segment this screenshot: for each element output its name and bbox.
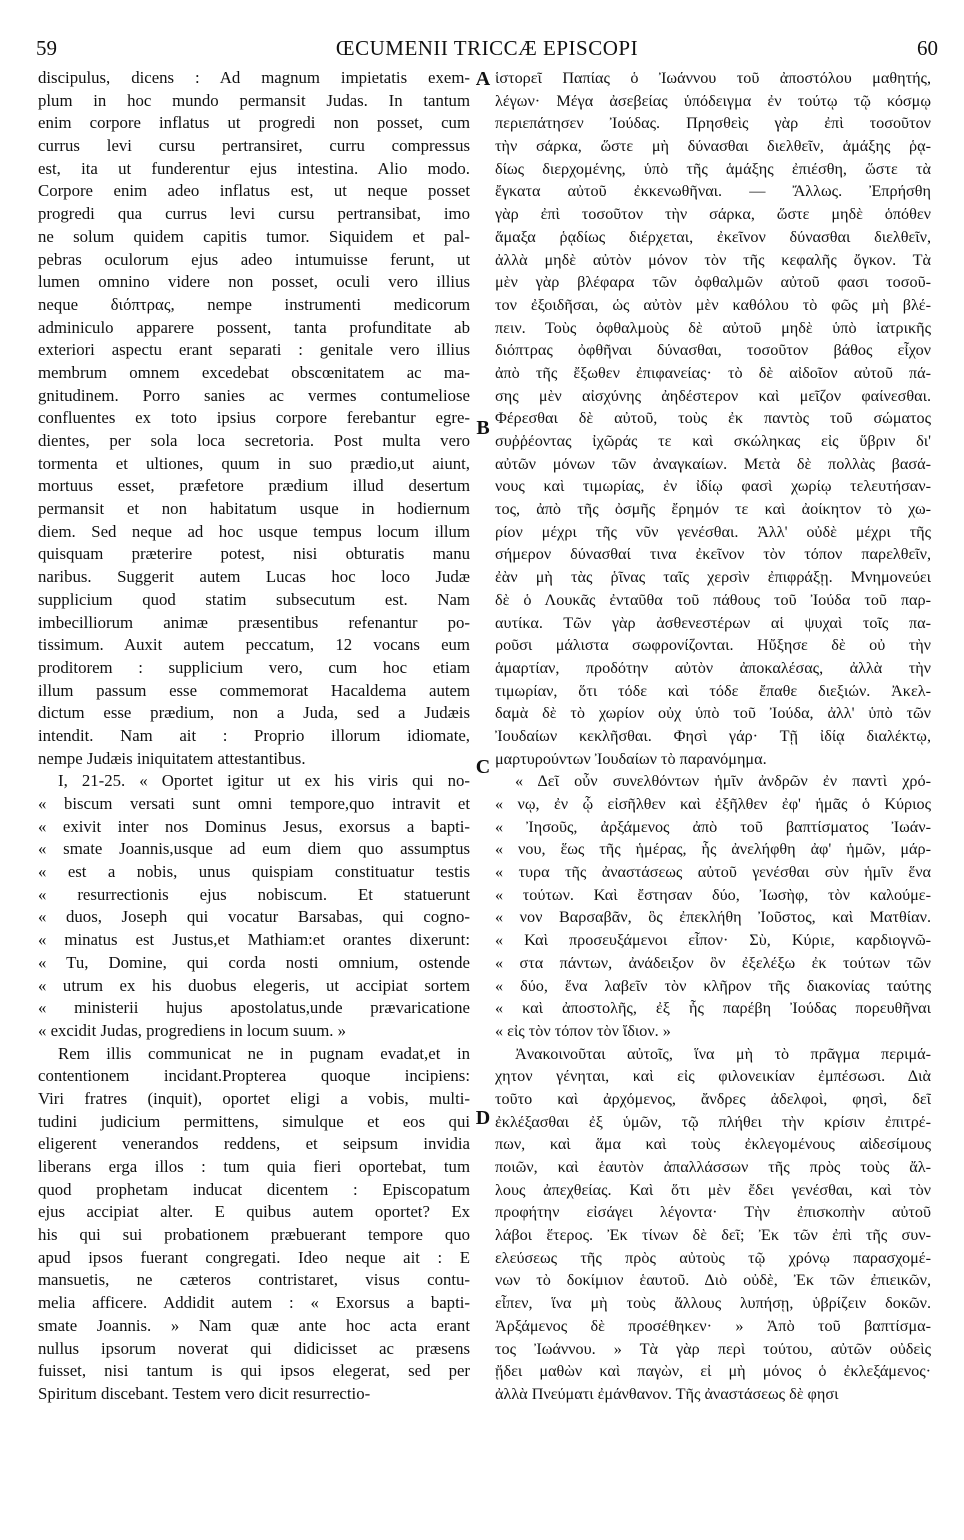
latin-text-line: « Tu, Domine, qui corda nosti omnium, ostende xyxy=(38,952,470,972)
latin-text-line: mortuus esset, præfetore prædium illud desertum xyxy=(38,476,470,496)
latin-text-line: naribus. Suggerit autem Lucas hoc loco Judæ xyxy=(38,567,470,587)
greek-text-line: τον ἐξοιδῆσαι, ὡς αὐτὸν μὲν καθόλου τὸ φῶς μὴ βλέ- xyxy=(495,295,931,314)
latin-text-line: gnitudinem. Porro sanies ac vermes contumeliose xyxy=(38,385,470,405)
greek-text-line: λάβοι ἕτερος. Ἐκ τίνων δὲ δεῖ; Ἐκ τῶν ἐπὶ τῆς συν- xyxy=(495,1226,931,1245)
greek-text-line: τιμωρίαν, ὅτι τόδε καὶ τόδε ἔπαθε διεξιών. Ἀκελ- xyxy=(495,681,931,700)
latin-column xyxy=(38,67,470,1406)
greek-text-line: σης μὲν αἰσχύνης ἀηδέστερον καὶ μεῖζον φαίνεσθαι. xyxy=(495,386,931,405)
greek-text-line: « τυρα τῆς ἀναστάσεως αὐτοῦ γενέσθαι σὺν ἡμῖν ἕνα xyxy=(495,863,931,882)
latin-text-line: imbecilliorum animæ præsentibus refenantur po- xyxy=(38,612,470,632)
running-header xyxy=(36,34,938,62)
greek-text-line: « νῳ, ἐν ᾧ εἰσῆλθεν καὶ ἐξῆλθεν ἐφ' ἡμᾶς ὁ Κύριος xyxy=(495,795,931,813)
greek-text-line: « νον Βαρσαβᾶν, ὃς ἐπεκλήθη Ἰοῦστος, καὶ Ματθίαν. xyxy=(495,908,931,927)
latin-text-line: apud ipsos fuerant congregati. Ideo neque ait : E xyxy=(38,1247,470,1267)
greek-text-line: ἀπὸ τῆς ἔξωθεν ἐπιφανείας· τὸ δὲ αἰδοῖον αὐτοῦ πά- xyxy=(495,363,931,382)
greek-text-line: δὲ ὁ Λουκᾶς ἐνταῦθα τοῦ πάθους τοῦ Ἰούδα τοῦ παρ- xyxy=(495,590,931,609)
latin-text-line: dictum esse prædium, non a Juda, sed a Judæis xyxy=(38,703,470,723)
page-number-left: 59 xyxy=(36,36,57,60)
greek-text-line: ἔγκατα αὐτοῦ ἐκκενωθῆναι. — Ἄλλως. Ἐπρήσθη xyxy=(495,182,931,201)
greek-text-line: « Καὶ προσευξάμενοι εἶπον· Σὺ, Κύριε, καρδιογνῶ- xyxy=(495,931,931,950)
latin-text-line: nempe Judæis iniquitatem attestantibus. xyxy=(38,748,306,768)
greek-text-line: περιεπάτησεν Ἰούδας. Πρησθεὶς γὰρ ἐπὶ τοσοῦτον xyxy=(495,114,931,133)
greek-text-line: εἶπεν, ἵνα μὴ τοὺς ἄλλους λυπήσῃ, ὑβρίζειν δοκῶν. xyxy=(495,1294,931,1313)
latin-text-line: Spiritum discebant. Testem vero dicit resurrectio- xyxy=(38,1383,371,1403)
greek-text-line: δίως διερχομένης, ὑπὸ τῆς ἁμάξης ἐπιέσθη, ὥστε τὰ xyxy=(495,159,931,178)
latin-text-line: tudini judicium permittens, simulque et eos qui xyxy=(38,1111,470,1131)
running-title: ŒCUMENII TRICCÆ EPISCOPI xyxy=(335,36,639,60)
latin-text-line: « utrum ex his duobus elegeris, ut accipiat sortem xyxy=(38,975,470,995)
greek-text-line: νους καὶ τιμωρίας, ἐν ἰδίῳ φασὶ χωρίῳ τελευτήσαν- xyxy=(495,477,931,496)
latin-text-line: pebras oculorum ejus adeo intumuisse ferunt, ut xyxy=(38,249,470,269)
latin-text-line: tormenta et ultiones, quum in suo prædio,ut aiunt, xyxy=(38,453,470,473)
greek-text-line: γὰρ ἐπὶ τοσοῦτον τὴν σάρκα, ὥστε μηδὲ ὁπόθεν xyxy=(495,205,931,224)
greek-text-line: μὲν γὰρ βλέφαρα τῶν ὀφθαλμῶν αὐτοῦ φασι τοσοῦ- xyxy=(495,273,931,292)
greek-text-line: ἐὰν μὴ τὰς ῥῖνας ταῖς χερσὶν ἐπιφράξῃ. Μνημονεύει xyxy=(495,568,931,587)
latin-text-line: eligerent venerandos reddens, et seipsum invidia xyxy=(38,1134,470,1154)
greek-text-line: « Ἰησοῦς, ἀρξάμενος ἀπὸ τοῦ βαπτίσματος Ἰωάν- xyxy=(495,817,931,836)
greek-text-line: Φέρεσθαι δὲ αὐτοῦ, τοὺς ἐκ παντὸς τοῦ σώματος xyxy=(495,409,931,428)
greek-text-line: ρίον μέχρι τῆς νῦν γενέσθαι. Ἀλλ' οὐδὲ μέχρι τῆς xyxy=(495,522,931,541)
greek-text-line: λους ἀπεχθείας. Καὶ ὅτι μὲν ἔδει γενέσθαι, καὶ τὸν xyxy=(495,1180,931,1199)
greek-text-line: « Δεῖ οὖν συνελθόντων ἡμῖν ἀνδρῶν ἐν παντὶ χρό- xyxy=(515,772,931,791)
greek-text-line: « νου, ἕως τῆς ἡμέρας, ἧς ἀνελήφθη ἀφ' ἡμῶν, μάρ- xyxy=(495,840,931,859)
greek-text-line: « στα πάντων, ἀνάδειξον ὃν ἐξελέξω ἐκ τούτων τῶν xyxy=(495,953,931,972)
latin-text-line: illum passum esse commemorat Hacaldema autem xyxy=(38,680,470,700)
latin-text-line: discipulus, dicens : Ad magnum impietatis exem- xyxy=(38,68,470,87)
latin-text-line: adminiculo apparere possent, tanta profunditate ab xyxy=(38,317,470,337)
greek-column xyxy=(495,67,931,1406)
latin-text-line: nullus ipsorum noverat qui didicisset ac præsens xyxy=(38,1338,470,1358)
greek-text-line: ἅμαξα ῥᾳδίως διέρχεται, ἐκεῖνον δύνασθαι διελθεῖν, xyxy=(495,227,931,246)
latin-text-line: fuisset, nisi tantum is qui ipsos elegerat, sed per xyxy=(38,1361,470,1381)
latin-text-line: his qui sui probationem præbuerant tempore quo xyxy=(38,1225,470,1245)
greek-text-line: ἐκλέξασθαι ἐξ ὑμῶν, τῷ πλήθει τὴν κρίσιν ἐπιτρέ- xyxy=(495,1112,931,1131)
latin-text-line: « exivit inter nos Dominus Jesus, exorsus a bapti- xyxy=(38,816,470,836)
greek-text-line: « δύο, ἕνα λαβεῖν τὸν κλῆρον τῆς διακονίας ταύτης xyxy=(495,976,931,995)
latin-text-line: contentionem incidant.Propterea quoque incipiens: xyxy=(38,1066,470,1086)
latin-text-line: smate Joannis. » Nam quæ ante hoc acta erant xyxy=(38,1315,470,1335)
greek-text-line: τος Ἰωάννου. » Τὰ γὰρ περὶ τούτου, αὐτῶν οὐδεὶς xyxy=(495,1339,931,1358)
greek-text-line: μαρτυρούντων Ἰουδαίων τὸ παρανόμημα. xyxy=(495,749,767,768)
greek-text-line: πων, καὶ ἅμα καὶ τοὺς ἐκλεγομένους αἰδεσίμους xyxy=(495,1135,931,1154)
latin-text-line: currus levi cursu pertransiret, curru compressus xyxy=(38,136,470,156)
greek-text-line: αὐτῶν μόνων τῶν ἀναγκαίων. Μετὰ δὲ πολλὰς βασά- xyxy=(495,454,931,473)
latin-text-line: dientes, per sola loca secretoria. Post multa vero xyxy=(38,431,470,450)
latin-text-line: diem. Sed neque ad hoc usque tempus locum illum xyxy=(38,521,470,541)
latin-text-line: « excidit Judas, progrediens in locum suum. » xyxy=(38,1020,347,1040)
latin-text-line: progredi qua currus levi cursu pertransibat, imo xyxy=(38,204,470,224)
latin-text-line: Corpore enim adeo inflatus est, ut neque posset xyxy=(38,181,470,201)
latin-text-line: Viri fratres (inquit), oportet eligi a vobis, multi- xyxy=(38,1088,470,1108)
latin-text-line: ejus accipiat alter. E quibus autem oportet? Ex xyxy=(38,1202,470,1222)
greek-text-line: αυτίκα. Τῶν γὰρ ἀσθενεστέρων αἱ ψυχαὶ τοῖς πα- xyxy=(495,613,931,632)
greek-text-line: « τούτων. Καὶ ἔστησαν δύο, Ἰωσὴφ, τὸν καλούμε- xyxy=(495,885,931,904)
latin-text-line: permansit et non habitatum usque in hodiernum xyxy=(38,499,470,519)
greek-text-line: λέγων· Μέγα ἀσεβείας ὑπόδειγμα ἐν τούτῳ τῷ κόσμῳ xyxy=(495,91,931,110)
latin-text-line: mansuetis, ne cæteros contristaret, visus contu- xyxy=(38,1270,470,1290)
greek-text-line: τὴν σάρκα, ὥστε μὴ δύνασθαι διελθεῖν, ἁμάξης ῥᾳ- xyxy=(495,137,931,156)
greek-text-line: τοῦτο καὶ ἀρχόμενος, ἄνδρες ἀδελφοὶ, φησὶ, δεῖ xyxy=(495,1089,931,1108)
latin-text-line: « est a nobis, unus quispiam constituatur testis xyxy=(38,862,470,882)
greek-text-line: ἀλλὰ μηδὲ αὐτὸν μόνον τὸν τῆς κεφαλῆς ὄγκον. Τὰ xyxy=(495,250,931,269)
latin-text-line: « minatus est Justus,et Mathiam:et orantes dixerunt: xyxy=(38,930,470,950)
greek-text-line: ἀλλὰ Πνεύματι ἐμάνθανον. Τῆς ἀναστάσεως δὲ φησι xyxy=(495,1384,839,1403)
latin-text-line: supplicium quod statim subsecutum est. Nam xyxy=(38,589,470,609)
latin-text-line: membrum omnem excedebat obscœnitatem ac ma- xyxy=(38,362,470,382)
greek-text-line: δαμὰ δὲ τὸ χωρίον οὐχ ὑπὸ τοῦ Ἰούδα, ἀλλ' ὑπὸ τῶν xyxy=(495,704,931,723)
latin-text-line: intendit. Nam ait : Proprio illorum idiomate, xyxy=(38,725,470,745)
greek-text-line: συῤῥέοντας ἰχῶράς τε καὶ σκώληκας εἰς ὕβριν δι' xyxy=(495,432,931,450)
latin-text-line: « resurrectionis ejus nobiscum. Et statuerunt xyxy=(38,884,470,904)
page-number-right: 60 xyxy=(917,36,938,60)
latin-text-line: Rem illis communicat ne in pugnam evadat,et in xyxy=(58,1043,470,1063)
greek-text-line: ελεύσεως τῆς πρὸς αὐτοὺς τῷ χρόνῳ παρασχομέ- xyxy=(495,1248,931,1267)
latin-text-line: enim corpore inflatus ut progredi non posset, cum xyxy=(38,113,470,133)
latin-text-line: ne solum quidem capitis tumor. Siquidem et pal- xyxy=(38,226,470,246)
latin-text-line: liberans erga illos : tum quia fieri oportebat, tum xyxy=(38,1157,470,1176)
latin-text-line: neque διόπτρας, nempe instrumenti medicorum xyxy=(38,294,470,314)
latin-text-line: melia afficere. Addidit autem : « Exorsus a bapti- xyxy=(38,1293,470,1313)
greek-text-line: νων τὸ δοκίμιον ἑαυτοῦ. Διὸ οὐδὲ, Ἐκ τῶν ἐπιεικῶν, xyxy=(495,1271,931,1290)
latin-text-line: est, ita ut funderentur ejus intestina. Alio modo. xyxy=(38,158,470,178)
greek-text-line: προφήτην εἰσάγει λέγοντα· Τὴν ἐπισκοπὴν αὐτοῦ xyxy=(495,1203,931,1222)
latin-text-line: « duos, Joseph qui vocatur Barsabas, qui cogno- xyxy=(38,907,470,927)
latin-text-line: « biscum versati sunt omni tempore,quo intravit et xyxy=(38,794,470,813)
greek-text-line: ἁμαρτίαν, προδότην αὐτὸν ἀποκαλέσας, ἀλλὰ τὴν xyxy=(495,658,931,677)
margin-letter-b: B xyxy=(476,417,490,439)
margin-letter-d: D xyxy=(475,1107,491,1129)
greek-text-line: ποιῶν, καὶ ἑαυτὸν ἀπαλλάσσων τῆς πρὸς τοὺς ἄλ- xyxy=(495,1158,931,1176)
latin-text-line: plum in hoc mundo permansit Judas. In tantum xyxy=(38,90,470,110)
greek-text-line: Ἀνακοινοῦται αὐτοῖς, ἵνα μὴ τὸ πρᾶγμα περιμά- xyxy=(515,1044,931,1063)
greek-text-line: ᾔδει μαθὼν καὶ παγὼν, εἰ μὴ μόνος ὁ ἐκλεξάμενος· xyxy=(495,1362,931,1381)
latin-text-line: proditorem : supplicium vero, cum hoc etiam xyxy=(38,657,470,677)
greek-text-line: χητον γένηται, καὶ εἰς φιλονεικίαν ἐμπέσωσι. Διὰ xyxy=(495,1067,931,1086)
latin-text-line: quod prophetam inducat dicentem : Episcopatum xyxy=(38,1179,470,1199)
latin-text-line: I, 21-25. « Oportet igitur ut ex his viris qui no- xyxy=(58,771,470,791)
greek-text-line: Ἰουδαίων κεκλῆσθαι. Φησὶ γάρ· Τῇ ἰδίᾳ διαλέκτῳ, xyxy=(495,726,931,745)
greek-text-line: πειν. Τοὺς ὀφθαλμοὺς δὲ αὐτοῦ μηδὲ ὑπὸ ἰατρικῆς xyxy=(495,318,931,337)
greek-text-line: Ἀρξάμενος δὲ προσέθηκεν· » Ἀπὸ τοῦ βαπτίσμα- xyxy=(495,1316,931,1335)
greek-text-line: « εἰς τὸν τόπον τὸν ἴδιον. » xyxy=(495,1021,671,1040)
greek-text-line: ροῦσι μάλιστα σωφρονίζονται. Ηὔξησε δὲ οὐ τὴν xyxy=(495,636,931,655)
latin-text-line: exteriori aspectu erant separati : genitale vero illius xyxy=(38,340,470,360)
latin-text-line: « ministerii hujus apostolatus,unde prævaricatione xyxy=(38,998,470,1018)
greek-text-line: τος, ἀπὸ τῆς ὀσμῆς ἔρημόν τε καὶ ἀοίκητον τὸ χω- xyxy=(495,500,931,519)
latin-text-line: quisquam præterire potest, nisi obturatis manu xyxy=(38,544,470,564)
margin-letter-a: A xyxy=(475,68,491,90)
latin-text-line: lumen omnino videre non posset, oculi vero illius xyxy=(38,272,470,292)
greek-text-line: σήμερον δύνασθαί τινα ἐκεῖνον τὸν τόπον παρελθεῖν, xyxy=(495,545,931,564)
greek-text-line: « καὶ ἀποστολῆς, ἐξ ἧς παρέβη Ἰούδας πορευθῆναι xyxy=(495,999,931,1018)
greek-text-line: διόπτρας ὀφθῆναι δύνασθαι, τοσοῦτον βάθος εἶχον xyxy=(495,341,931,360)
greek-text-line: ἱστορεῖ Παπίας ὁ Ἰωάννου τοῦ ἀποστόλου μαθητής, xyxy=(495,69,931,87)
margin-letter-c: C xyxy=(475,756,491,778)
latin-text-line: tissimum. Auxit autem peccatum, 12 vocans eum xyxy=(38,635,470,655)
latin-text-line: confluentes ex toto ipsius corpore ferebantur egre- xyxy=(38,408,470,428)
latin-text-line: « smate Joannis,usque ad eum diem quo assumptus xyxy=(38,839,470,859)
